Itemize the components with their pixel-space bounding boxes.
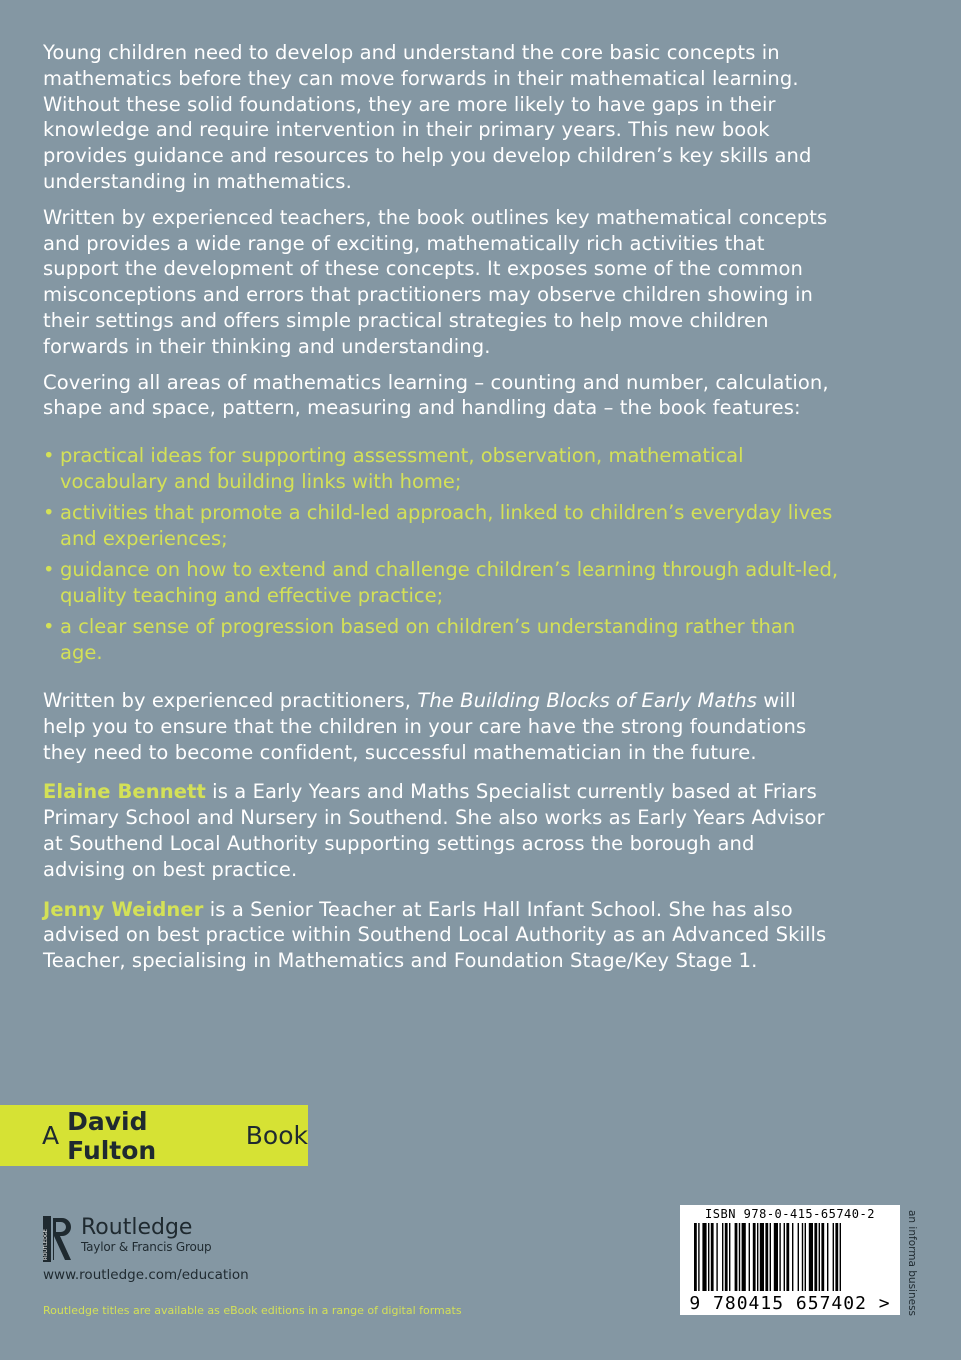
ebook-note: Routledge titles are available as eBook editions in a range of digital formats xyxy=(43,1304,462,1317)
feature-item: • practical ideas for supporting assessment, observation, mathematical vocabulary and building links with home; xyxy=(43,444,744,493)
isbn-label: ISBN 978-0-415-65740-2 xyxy=(705,1207,875,1221)
publisher-name: Routledge xyxy=(81,1215,193,1240)
feature-item: • a clear sense of progression based on children’s understanding rather than age. xyxy=(43,615,796,665)
author-bio-1: Elaine Bennett is a Early Years and Maths Specialist currently based at Friars Primary School and Nursery in Southend. She also works as Early Years Advisor at Southend Local Authority supporting settings across the borough and advising on best practice. xyxy=(43,780,825,881)
author-name: Jenny Weidner xyxy=(43,897,204,921)
barcode-bars xyxy=(690,1223,890,1293)
closing-paragraph: Written by experienced practitioners, The Building Blocks of Early Maths will help you to ensure that the children in your care have the strong foundations they need to become confident, successful mathematician in the future. xyxy=(43,689,807,764)
informa-note: an informa business xyxy=(906,1210,918,1317)
svg-text:ROUTLEDGE: ROUTLEDGE xyxy=(43,1229,49,1260)
publisher-url[interactable]: www.routledge.com/education xyxy=(43,1267,249,1283)
bullet-icon: • xyxy=(43,501,55,525)
routledge-logo xyxy=(43,1216,211,1262)
author-bio-2: Jenny Weidner is a Senior Teacher at Earls Hall Infant School. She has also advised on best practice within Southend Local Authority as an Advanced Skills Teacher, specialising in Mathematics and Foundation Stage/Key Stage 1. xyxy=(43,897,827,973)
bullet-icon: • xyxy=(43,558,55,582)
feature-item: • guidance on how to extend and challenge children’s learning through adult-led, quality teaching and effective practice; xyxy=(43,558,839,608)
book-title: The Building Blocks of Early Maths xyxy=(417,689,757,713)
features-list xyxy=(43,443,843,666)
routledge-r-icon xyxy=(43,1216,73,1262)
back-cover-text xyxy=(43,40,843,984)
publisher-group: Taylor & Francis Group xyxy=(81,1240,212,1254)
barcode-digits: 9 780415 657402 > xyxy=(689,1293,891,1314)
intro-paragraph-1: Young children need to develop and understand the core basic concepts in mathematics before they can move forwards in their mathematical learning. Without these solid foundations, they are more likely to have gaps in their knowledge and require intervention in their primary years. This new book provides guidance and resources to help you develop children’s key skills and understanding in mathematics. xyxy=(43,41,812,193)
intro-paragraph-2: Written by experienced teachers, the book outlines key mathematical concepts and provides a wide range of exciting, mathematically rich activities that support the development of these concepts. It exposes some of the common misconceptions and errors that practitioners may observe children showing in their settings and offers simple practical strategies to help move children forwards in their thinking and understanding. xyxy=(43,205,828,358)
bullet-icon: • xyxy=(43,615,55,639)
bullet-icon: • xyxy=(43,444,55,468)
intro-paragraph-3: Covering all areas of mathematics learning – counting and number, calculation, shape and space, pattern, measuring and handling data – the book features: xyxy=(43,370,829,420)
author-name: Elaine Bennett xyxy=(43,780,206,804)
feature-item: • activities that promote a child-led approach, linked to children’s everyday lives and experiences; xyxy=(43,501,833,551)
david-fulton-banner: A David Fulton Book xyxy=(0,1105,308,1166)
isbn-barcode xyxy=(680,1205,900,1315)
